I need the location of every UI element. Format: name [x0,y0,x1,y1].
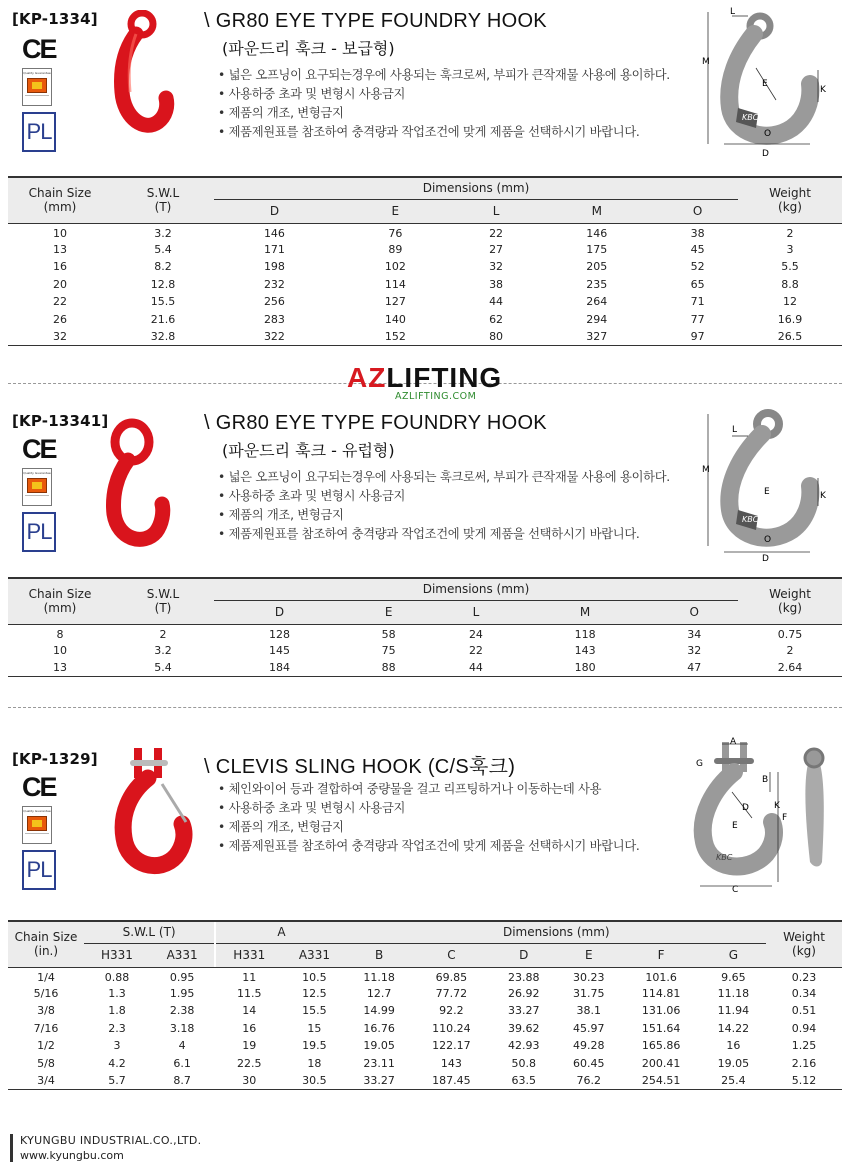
table-cell: 171 [263,242,285,256]
feature-item: • 제품제원표를 참조하여 충격량과 작업조건에 맞게 제품을 선택하시기 바랍니다. [218,837,640,856]
table-cell: 2 [786,227,794,240]
table-cell: 2.64 [777,661,803,674]
product-code: [KP-13341] [12,412,109,430]
feature-item: • 체인와이어 등과 결합하여 중량물을 걸고 리프팅하거나 이동하는데 사용 [218,780,640,799]
col-header-d: D [214,199,335,223]
table-cell: 33.27 [507,1004,540,1018]
feature-item: • 사용하중 초과 및 변형시 사용금지 [218,85,670,104]
table-row [8,328,842,346]
table-cell: 11.18 [717,986,750,1000]
col-header-dimensions: Dimensions (mm) [214,177,738,199]
table-cell: 8.7 [173,1074,191,1087]
table-row [8,258,842,276]
azlifting-logo: AZLIFTING AZLIFTING.COM [347,362,503,402]
table-cell: 38 [489,277,504,291]
table-cell: 32 [489,260,504,274]
feature-item: • 넓은 오프닝이 요구되는경우에 사용되는 훅크로써, 부피가 큰작재물 사용에 용이하다. [218,468,670,487]
table-cell: 80 [489,330,504,343]
dim-label-l: L [732,425,738,435]
col-header-e: E [335,199,456,223]
feature-item: • 제품제원표를 참조하여 충격량과 작업조건에 맞게 제품을 선택하시기 바랍니다. [218,525,670,544]
table-cell: 97 [690,330,705,343]
col-header-h331: H331 [216,943,282,967]
dim-label-k: K [820,491,826,501]
table-cell: 65 [690,277,705,291]
table-cell: 3/8 [37,1004,55,1018]
feature-item: • 사용하중 초과 및 변형시 사용금지 [218,487,670,506]
col-header-a331: A331 [282,943,346,967]
col-header-o: O [657,199,738,223]
table-cell: 11.5 [237,986,262,1000]
table-cell: 2 [786,643,794,657]
feature-list [218,780,640,856]
table-cell: 30.23 [573,971,605,984]
table-cell: 34 [687,628,702,641]
hook-dimension-diagram [702,406,830,562]
table-cell: 22.5 [237,1056,262,1070]
certification-badges [22,34,62,152]
table-cell: 152 [384,330,406,343]
table-cell: 11.94 [717,1004,750,1018]
section-kp-1334 [0,0,848,355]
col-header-swl: S.W.L (T) [112,578,214,624]
table-cell: 5.5 [781,260,799,274]
col-header-chain: Chain Size (in.) [8,921,84,967]
brand-text: KBC [742,515,759,524]
product-subtitle: (파운드리 훅크 - 보급형) [222,39,395,58]
table-cell: 4 [178,1039,186,1053]
table-cell: 16.9 [777,312,803,326]
certification-badges [22,772,62,890]
table-cell: 0.94 [791,1021,817,1035]
feature-list [218,66,670,142]
table-cell: 143 [574,643,596,657]
table-cell: 19.05 [717,1056,750,1070]
table-cell: 75 [381,643,396,657]
dim-label-f: F [782,813,788,823]
dim-label-c: C [732,885,739,892]
table-cell: 3 [786,242,794,256]
product-subtitle: (파운드리 훅크 - 유럽형) [222,441,395,460]
table-cell: 110.24 [432,1021,471,1035]
table-cell: 146 [263,227,285,240]
table-cell: 5/16 [33,986,59,1000]
table-cell: 0.95 [169,971,195,984]
pl-mark: PL [22,512,56,552]
table-cell: 22 [489,227,504,240]
table-row [8,985,842,1003]
table-row [8,967,842,985]
table-cell: 10.5 [302,971,327,984]
table-cell: 5/8 [37,1056,55,1070]
table-cell: 14 [242,1004,257,1018]
table-cell: 11 [242,971,257,984]
table-cell: 16 [726,1039,741,1053]
table-cell: 45.97 [573,1021,605,1035]
table-row [8,311,842,329]
col-header-chain: Chain Size (mm) [8,578,112,624]
col-header-m: M [520,600,651,624]
table-cell: 10 [53,227,67,240]
product-title: \ GR80 EYE TYPE FOUNDRY HOOK [204,10,547,32]
col-header-f: F [621,943,701,967]
table-cell: 1/2 [37,1039,55,1053]
table-cell: 13 [53,661,67,674]
col-header-o: O [651,600,738,624]
table-cell: 200.41 [641,1056,681,1070]
table-cell: 175 [586,242,608,256]
table-cell: 26 [53,312,67,326]
table-cell: 101.6 [645,971,677,984]
col-header-e: E [556,943,621,967]
dim-label-k: K [774,801,780,811]
table-cell: 14.22 [717,1021,750,1035]
table-cell: 118 [574,628,596,641]
table-cell: 235 [586,277,608,291]
table-cell: 6.1 [173,1056,191,1070]
spec-table [8,176,842,346]
table-cell: 12.5 [302,986,327,1000]
feature-item: • 넓은 오프닝이 요구되는경우에 사용되는 훅크로써, 부피가 큰작재물 사용에 용이하다. [218,66,670,85]
feature-item: • 사용하중 초과 및 변형시 사용금지 [218,799,640,818]
quality-mark-icon: Quality Guarantee [22,806,52,844]
dim-label-e: E [732,821,738,831]
table-cell: 127 [384,295,406,309]
brand-text: KBC [716,853,733,862]
table-cell: 77.72 [435,986,468,1000]
table-cell: 12.7 [366,986,392,1000]
dim-label-d: D [742,803,749,813]
table-cell: 1.8 [108,1004,126,1018]
quality-mark-icon: Quality Guarantee [22,68,52,106]
table-cell: 256 [263,295,285,309]
table-cell: 0.34 [791,986,817,1000]
dim-label-b: B [762,775,769,785]
eye-hook-photo [100,10,180,140]
table-cell: 264 [586,295,608,309]
table-cell: 14.99 [363,1004,395,1018]
table-cell: 18 [307,1056,322,1070]
hook-dimension-diagram [702,4,830,160]
table-cell: 327 [586,330,608,343]
table-cell: 30.5 [302,1074,327,1087]
product-title: \ GR80 EYE TYPE FOUNDRY HOOK [204,412,547,434]
dim-label-m: M [702,57,710,67]
company-name: KYUNGBU INDUSTRIAL.CO.,LTD. [20,1134,202,1147]
spec-table [8,577,842,677]
dim-label-e: E [764,487,770,497]
table-row [8,293,842,311]
table-cell: 145 [268,643,290,657]
section-kp-1329 [0,730,848,1110]
table-cell: 89 [388,242,403,256]
col-header-a: A [216,921,346,943]
table-row [8,276,842,294]
clevis-dimension-diagram [686,736,836,892]
table-cell: 254.51 [641,1074,681,1087]
table-cell: 52 [690,260,705,274]
table-cell: 322 [263,330,285,343]
pl-mark: PL [22,850,56,890]
table-cell: 19.5 [302,1039,327,1053]
table-cell: 44 [489,295,504,309]
table-cell: 140 [384,312,406,326]
product-code: [KP-1334] [12,10,98,28]
dim-label-o: O [764,535,772,545]
table-cell: 15 [307,1021,322,1035]
table-cell: 0.75 [777,628,803,641]
table-cell: 9.65 [721,971,746,984]
table-cell: 5.4 [154,661,172,674]
table-cell: 33.27 [363,1074,395,1087]
table-cell: 60.45 [573,1056,605,1070]
table-cell: 8.2 [154,260,172,274]
ce-mark: CE [22,434,56,464]
table-cell: 205 [586,260,608,274]
table-cell: 5.7 [108,1074,126,1087]
table-cell: 26.5 [777,330,803,343]
product-code: [KP-1329] [12,750,98,768]
col-header-a331: A331 [150,943,214,967]
table-row [8,1072,842,1090]
logo-url: AZLIFTING.COM [395,391,477,402]
col-header-e: E [345,600,432,624]
table-cell: 32 [53,330,67,343]
table-cell: 22 [468,643,483,657]
table-cell: 12 [783,295,797,309]
col-header-chain: Chain Size (mm) [8,177,112,223]
table-cell: 24 [468,628,483,641]
table-cell: 3.2 [154,227,172,240]
table-cell: 50.8 [511,1056,536,1070]
dim-label-d: D [762,149,769,159]
table-cell: 3 [113,1039,121,1053]
col-header-d: D [214,600,345,624]
table-cell: 58 [381,628,396,641]
ce-mark: CE [22,34,56,64]
table-cell: 44 [468,661,483,674]
col-header-l: L [432,600,519,624]
table-cell: 21.6 [150,312,176,326]
table-row [8,1002,842,1020]
table-cell: 146 [586,227,608,240]
table-cell: 0.23 [791,971,817,984]
feature-item: • 제품의 개조, 변형금지 [218,506,670,525]
table-cell: 3/4 [37,1074,55,1087]
table-cell: 8 [56,628,64,641]
dim-label-o: O [764,129,772,139]
dim-label-e: E [762,79,768,89]
col-header-weight: Weight (kg) [766,921,842,967]
dim-label-l: L [730,7,736,17]
col-header-c: C [412,943,492,967]
table-cell: 11.18 [363,971,395,984]
feature-item: • 제품제원표를 참조하여 충격량과 작업조건에 맞게 제품을 선택하시기 바랍니다. [218,123,670,142]
table-cell: 114 [384,277,406,291]
table-cell: 0.51 [791,1004,817,1018]
table-row [8,642,842,660]
dim-label-m: M [702,465,710,475]
col-header-g: G [701,943,766,967]
table-cell: 27 [489,242,504,256]
table-cell: 3.18 [169,1021,195,1035]
table-cell: 38 [690,227,705,240]
table-cell: 2.3 [108,1021,126,1035]
section-divider [8,707,842,708]
spec-table [8,920,842,1090]
table-cell: 151.64 [641,1021,681,1035]
table-cell: 8.8 [781,277,799,291]
col-header-weight: Weight (kg) [738,177,842,223]
table-cell: 76 [388,227,403,240]
ce-mark: CE [22,772,56,802]
table-cell: 1/4 [37,971,55,984]
table-cell: 0.88 [104,971,130,984]
table-cell: 294 [586,312,608,326]
table-row [8,223,842,241]
feature-item: • 제품의 개조, 변형금지 [218,104,670,123]
table-cell: 13 [53,242,67,256]
clevis-hook-photo [100,744,200,884]
table-cell: 32.8 [150,330,176,343]
col-header-swl: S.W.L (T) [112,177,214,223]
col-header-h331: H331 [84,943,150,967]
dim-label-g: G [696,759,703,769]
table-cell: 165.86 [641,1039,681,1053]
company-website: www.kyungbu.com [20,1149,124,1162]
table-cell: 12.8 [150,277,176,291]
table-cell: 184 [268,661,290,674]
table-cell: 69.85 [435,971,468,984]
pl-mark: PL [22,112,56,152]
table-cell: 198 [263,260,285,274]
col-header-dimensions: Dimensions (mm) [214,578,738,600]
col-header-d: D [491,943,556,967]
table-cell: 128 [268,628,290,641]
table-row [8,624,842,642]
table-cell: 88 [381,661,396,674]
table-cell: 71 [690,295,705,309]
table-cell: 47 [687,661,702,674]
col-header-swl: S.W.L (T) [84,921,214,943]
eye-hook-photo [96,416,176,550]
table-cell: 2.16 [791,1056,817,1070]
table-row [8,659,842,677]
product-title: \ CLEVIS SLING HOOK (C/S훅크) [204,756,516,778]
section-kp-13341 [0,400,848,690]
page-footer [10,1134,201,1162]
table-cell: 283 [263,312,285,326]
table-cell: 25.4 [721,1074,746,1087]
table-cell: 45 [690,242,705,256]
table-cell: 38.1 [576,1004,602,1018]
table-cell: 19.05 [363,1039,395,1053]
table-cell: 16 [53,260,67,274]
col-header-b: B [347,943,412,967]
table-cell: 15.5 [150,295,176,309]
table-row [8,1037,842,1055]
table-cell: 92.2 [439,1004,464,1018]
table-cell: 1.3 [108,986,126,1000]
table-cell: 16 [242,1021,257,1035]
certification-badges [22,434,62,552]
table-cell: 1.25 [791,1039,817,1053]
table-cell: 122.17 [432,1039,471,1053]
table-cell: 49.28 [573,1039,605,1053]
table-cell: 1.95 [169,986,195,1000]
table-cell: 5.12 [791,1074,817,1087]
table-cell: 76.2 [576,1074,602,1087]
dim-label-d: D [762,554,769,562]
table-cell: 7/16 [33,1021,59,1035]
table-row [8,241,842,259]
col-header-weight: Weight (kg) [738,578,842,624]
col-header-l: L [456,199,537,223]
dim-label-a: A [730,737,737,747]
table-cell: 62 [489,312,504,326]
table-cell: 143 [440,1056,462,1070]
table-cell: 20 [53,277,67,291]
table-cell: 3.2 [154,643,172,657]
col-header-dimensions: Dimensions (mm) [347,921,766,943]
dim-label-k: K [820,85,826,95]
table-cell: 19 [242,1039,257,1053]
col-header-m: M [536,199,657,223]
table-cell: 2.38 [169,1004,195,1018]
table-cell: 114.81 [641,986,681,1000]
table-cell: 23.88 [507,971,540,984]
table-cell: 5.4 [154,242,172,256]
table-cell: 63.5 [511,1074,536,1087]
table-cell: 31.75 [573,986,605,1000]
table-cell: 187.45 [432,1074,471,1087]
table-cell: 16.76 [363,1021,395,1035]
table-cell: 77 [690,312,705,326]
feature-list [218,468,670,544]
table-cell: 2 [159,628,167,641]
table-cell: 180 [574,661,596,674]
table-row [8,1055,842,1073]
table-cell: 131.06 [641,1004,681,1018]
table-cell: 23.11 [363,1056,395,1070]
brand-text: KBC [742,113,759,122]
table-cell: 102 [384,260,406,274]
table-row [8,1020,842,1038]
table-cell: 39.62 [507,1021,540,1035]
table-cell: 232 [263,277,285,291]
table-cell: 10 [53,643,67,657]
feature-item: • 제품의 개조, 변형금지 [218,818,640,837]
table-cell: 15.5 [302,1004,327,1018]
table-cell: 22 [53,295,67,309]
table-cell: 42.93 [507,1039,540,1053]
table-cell: 4.2 [108,1056,126,1070]
table-cell: 26.92 [507,986,540,1000]
table-cell: 30 [242,1074,257,1087]
table-cell: 32 [687,643,702,657]
quality-mark-icon: Quality Guarantee [22,468,52,506]
